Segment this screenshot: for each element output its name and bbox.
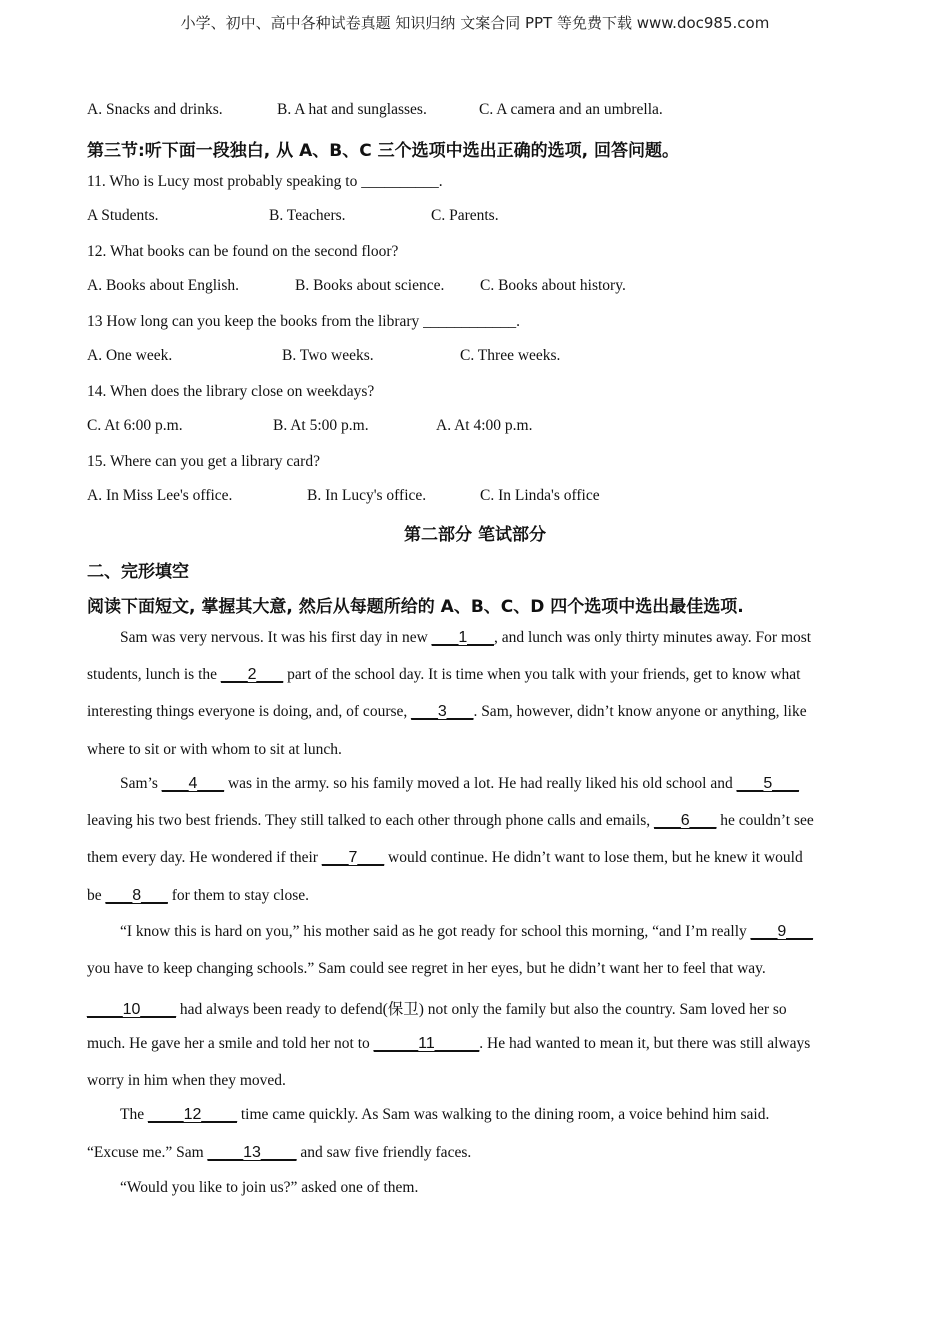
passage-text: them every day. He wondered if their (87, 849, 322, 866)
passage-line-13: worry in him when they moved. (87, 1072, 286, 1089)
q14-option-1: C. At 6:00 p.m. (87, 417, 183, 434)
q13-option-a: A. One week. (87, 347, 173, 364)
question-13: 13 How long can you keep the books from the library ____________. (87, 313, 521, 330)
section3-title: 第三节:听下面一段独白, 从 A、B、C 三个选项中选出正确的选项, 回答问题。 (87, 141, 679, 161)
q11-option-a: A Students. (87, 207, 159, 224)
passage-line-3 (87, 703, 867, 721)
blank-3: ___3___ (411, 703, 474, 720)
passage-text: Sam was very nervous. It was his first day in new (120, 629, 432, 646)
blank-2: ___2___ (220, 666, 284, 683)
q12-option-a: A. Books about English. (87, 277, 239, 294)
passage-text: was in the army. so his family moved a lot. He had really liked his old school and (224, 775, 737, 792)
passage-text: he couldn’t see (716, 812, 814, 829)
part2-title: 第二部分 笔试部分 (404, 525, 546, 545)
blank-7: ___7___ (321, 849, 385, 866)
passage-text: . He had wanted to mean it, but there was still always (479, 1035, 811, 1052)
passage-text: The (120, 1106, 148, 1123)
passage-text: , and lunch was only thirty minutes away. For most (493, 629, 812, 646)
blank-8: ___8___ (105, 887, 168, 904)
passage-text: would continue. He didn’t want to lose them, but he knew it would (384, 849, 803, 866)
passage-line-15 (87, 1144, 867, 1162)
q13-option-b: B. Two weeks. (282, 347, 374, 364)
passage-text: had always been ready to defend(保卫) not only the family but also the country. Sam loved her so (175, 1001, 787, 1018)
q15-option-c: C. In Linda's office (480, 487, 600, 504)
passage-line-16: “Would you like to join us?” asked one of them. (120, 1179, 419, 1196)
passage-line-7 (87, 849, 867, 867)
passage-line-10: you have to keep changing schools.” Sam could see regret in her eyes, but he didn’t want her to feel that way. (87, 960, 766, 977)
passage-text: interesting things everyone is doing, and, of course, (87, 703, 412, 720)
blank-9: ___9___ (750, 923, 813, 940)
passage-text: part of the school day. It is time when you talk with your friends, get to know what (283, 666, 801, 683)
blank-10: ____10____ (87, 1001, 176, 1018)
blank-4: ___4___ (161, 775, 225, 792)
passage-line-8 (87, 887, 867, 905)
passage-text: be (87, 887, 106, 904)
q14-option-3: A. At 4:00 p.m. (436, 417, 533, 434)
passage-line-6 (87, 812, 867, 830)
passage-text: much. He gave her a smile and told her not to (87, 1035, 374, 1052)
passage-text: Sam’s (120, 775, 162, 792)
blank-1: ___1___ (431, 629, 494, 646)
passage-line-12 (87, 1035, 867, 1053)
cloze-heading: 二、完形填空 (87, 562, 189, 582)
q10-option-c: C. A camera and an umbrella. (479, 101, 663, 118)
q12-option-b: B. Books about science. (295, 277, 445, 294)
q10-option-b: B. A hat and sunglasses. (277, 101, 427, 118)
page-header: 小学、初中、高中各种试卷真题 知识归纳 文案合同 PPT 等免费下载 www.doc985.com (180, 14, 770, 32)
q11-option-b: B. Teachers. (269, 207, 346, 224)
q10-option-a: A. Snacks and drinks. (87, 101, 223, 118)
blank-6: ___6___ (654, 812, 717, 829)
passage-text: . Sam, however, didn’t know anyone or anything, like (473, 703, 807, 720)
passage-line-4: where to sit or with whom to sit at lunch. (87, 741, 342, 758)
passage-text: “Excuse me.” Sam (87, 1144, 208, 1161)
passage-text: for them to stay close. (167, 887, 310, 904)
passage-line-1 (120, 629, 900, 647)
passage-line-14 (120, 1106, 900, 1124)
passage-text: “I know this is hard on you,” his mother said as he got ready for school this morning, “and I’m really (120, 923, 751, 940)
q15-option-a: A. In Miss Lee's office. (87, 487, 233, 504)
q12-option-c: C. Books about history. (480, 277, 626, 294)
blank-13: ____13____ (207, 1144, 297, 1161)
passage-line-5 (120, 775, 900, 793)
question-14: 14. When does the library close on weekdays? (87, 383, 375, 400)
cloze-instruction: 阅读下面短文, 掌握其大意, 然后从每题所给的 A、B、C、D 四个选项中选出最佳选项. (87, 597, 744, 617)
passage-line-11 (87, 997, 867, 1019)
question-15: 15. Where can you get a library card? (87, 453, 320, 470)
blank-11: _____11_____ (373, 1035, 480, 1052)
question-11: 11. Who is Lucy most probably speaking to __________. (87, 173, 443, 190)
q14-option-2: B. At 5:00 p.m. (273, 417, 369, 434)
question-12: 12. What books can be found on the second floor? (87, 243, 399, 260)
q13-option-c: C. Three weeks. (460, 347, 561, 364)
passage-line-2 (87, 666, 867, 684)
passage-line-9 (120, 923, 900, 941)
blank-12: ____12____ (147, 1106, 237, 1123)
passage-text: students, lunch is the (87, 666, 221, 683)
q11-option-c: C. Parents. (431, 207, 499, 224)
passage-text: leaving his two best friends. They still talked to each other through phone calls and emails, (87, 812, 655, 829)
passage-text: and saw five friendly faces. (296, 1144, 472, 1161)
passage-text: time came quickly. As Sam was walking to the dining room, a voice behind him said. (236, 1106, 770, 1123)
q15-option-b: B. In Lucy's office. (307, 487, 427, 504)
blank-5: ___5___ (736, 775, 799, 792)
